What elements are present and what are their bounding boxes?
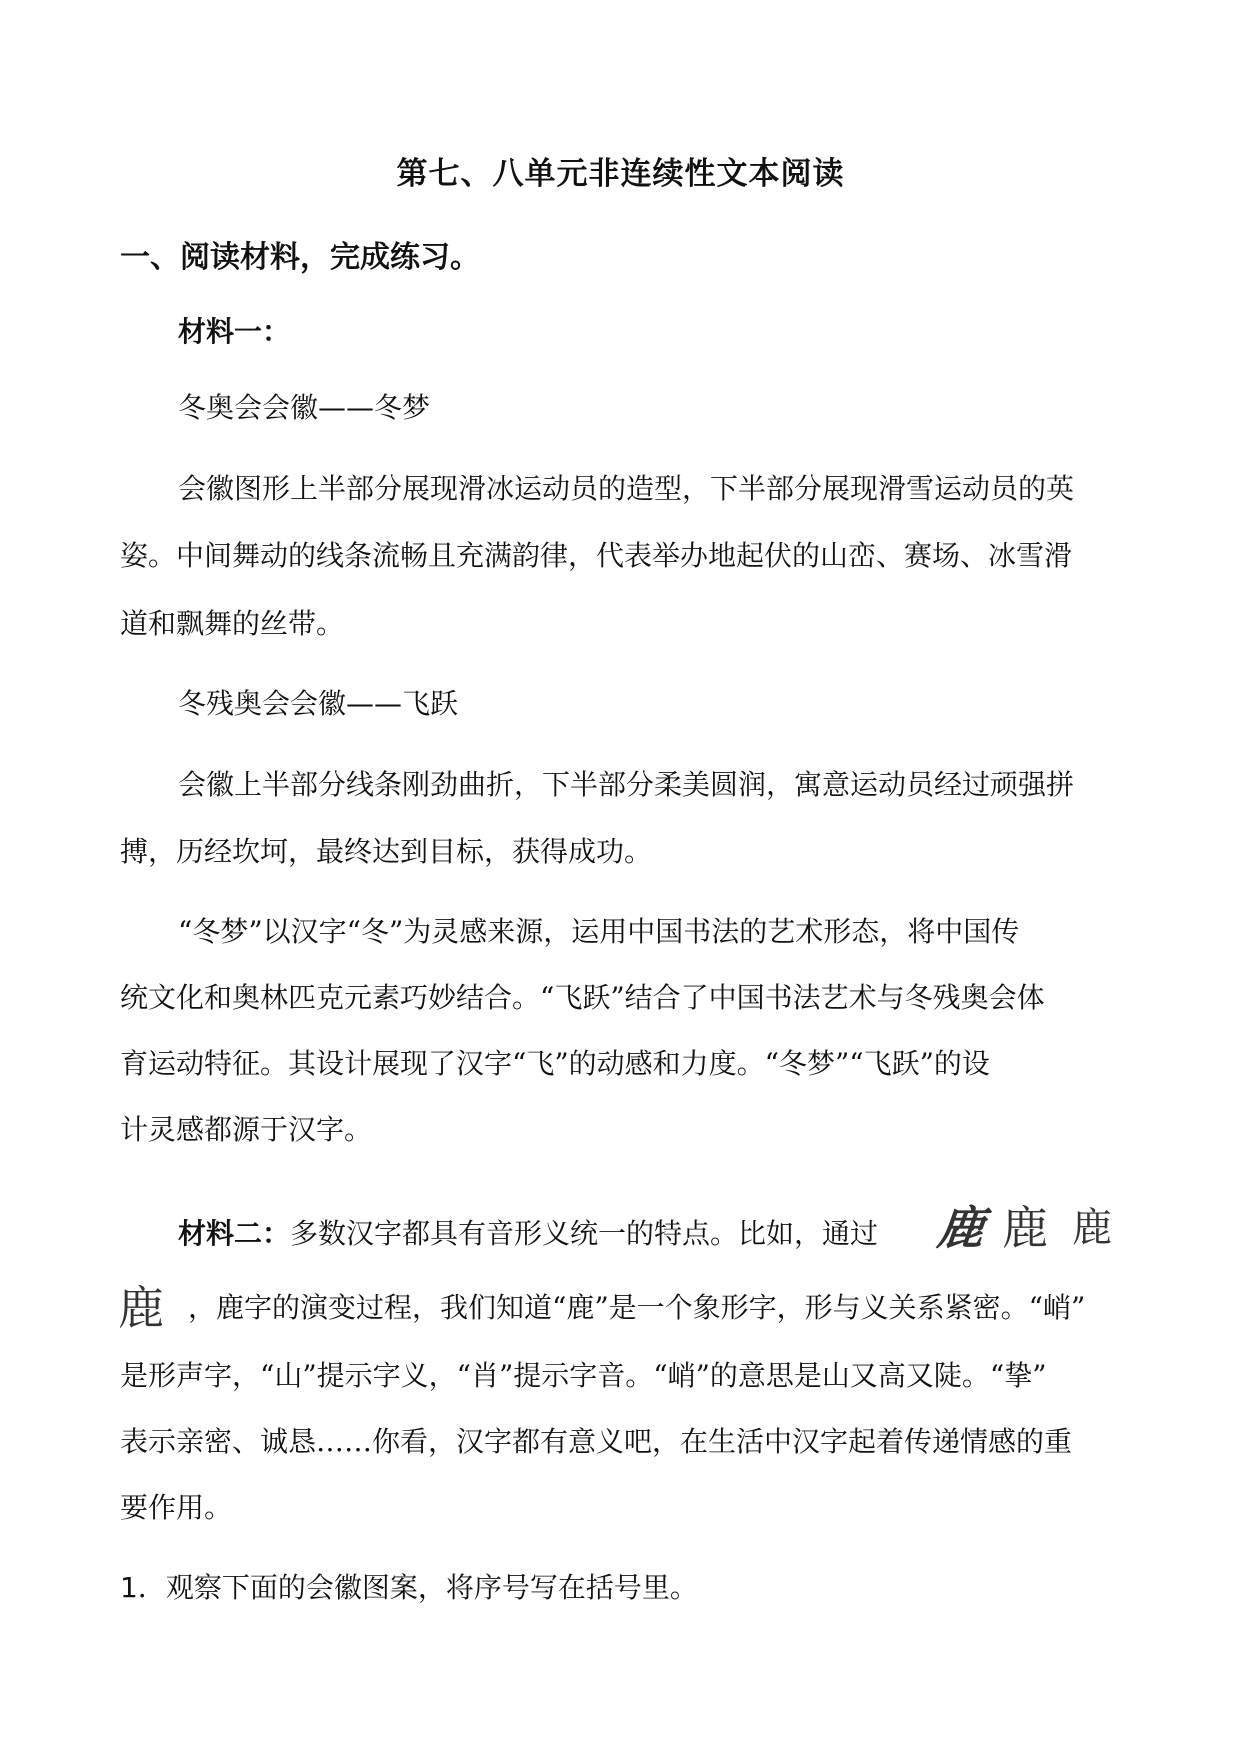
summary-line: 统文化和奥林匹克元素巧妙结合。“飞跃”结合了中国书法艺术与冬残奥会体 — [120, 981, 1045, 1014]
emblem2-desc-line: 搏，历经坎坷，最终达到目标，获得成功。 — [120, 835, 653, 868]
question-1: 1．观察下面的会徽图案，将序号写在括号里。 — [120, 1571, 698, 1604]
material2-line: 表示亲密、诚恳……你看，汉字都有意义吧，在生活中汉字起着传递情感的重 — [120, 1425, 1073, 1458]
material2-intro: 多数汉字都具有音形义统一的特点。比如，通过 — [290, 1217, 879, 1250]
emblem2-name: 冬残奥会会徽——飞跃 — [178, 687, 459, 720]
emblem2-desc-line: 会徽上半部分线条刚劲曲折，下半部分柔美圆润，寓意运动员经过顽强拼 — [178, 768, 1075, 801]
deer-glyph-regular-icon: 鹿 — [118, 1281, 164, 1335]
summary-line: 育运动特征。其设计展现了汉字“飞”的动感和力度。“冬梦”“飞跃”的设 — [120, 1047, 990, 1080]
emblem1-desc-line: 会徽图形上半部分展现滑冰运动员的造型，下半部分展现滑雪运动员的英 — [178, 472, 1075, 505]
material2-label: 材料二： — [178, 1217, 291, 1250]
emblem1-desc-line: 道和飘舞的丝带。 — [120, 607, 345, 640]
summary-line: “冬梦”以汉字“冬”为灵感来源，运用中国书法的艺术形态，将中国传 — [178, 915, 1020, 948]
deer-glyph-seal-icon: 鹿 — [1072, 1205, 1112, 1251]
summary-line: 计灵感都源于汉字。 — [120, 1113, 373, 1146]
emblem1-name: 冬奥会会徽——冬梦 — [178, 391, 431, 424]
material2-line: 要作用。 — [120, 1491, 233, 1524]
material1-label: 材料一： — [178, 315, 291, 348]
deer-glyph-bronze-icon: 鹿 — [1002, 1201, 1048, 1255]
page-title: 第七、八单元非连续性文本阅读 — [396, 156, 845, 192]
emblem1-desc-line: 姿。中间舞动的线条流畅且充满韵律，代表举办地起伏的山峦、赛场、冰雪滑 — [120, 539, 1073, 572]
section-heading: 一、阅读材料，完成练习。 — [120, 240, 480, 275]
deer-glyph-oracle-icon: 鹿 — [934, 1201, 987, 1255]
material2-line: ，鹿字的演变过程，我们知道“鹿”是一个象形字，形与义关系紧密。“峭” — [188, 1291, 1086, 1324]
material2-line: 是形声字，“山”提示字义，“肖”提示字音。“峭”的意思是山又高又陡。“挚” — [120, 1359, 1047, 1392]
